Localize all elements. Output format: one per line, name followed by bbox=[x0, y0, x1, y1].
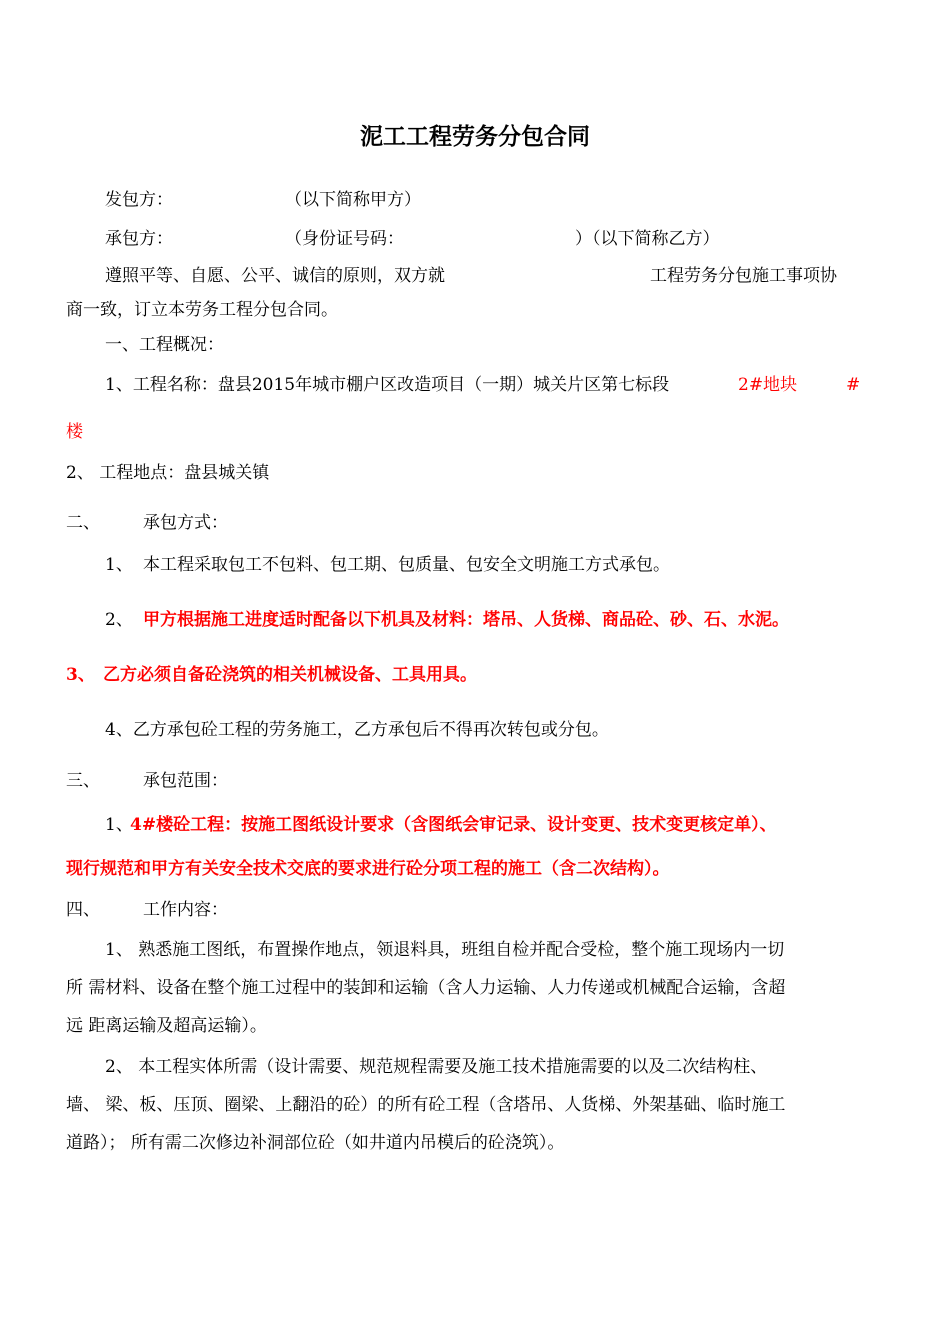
s1-item1-building: 楼 bbox=[66, 422, 83, 442]
intro-line2: 商一致，订立本劳务工程分包合同。 bbox=[66, 300, 338, 320]
section4-number: 四、 bbox=[66, 900, 100, 920]
s1-item1-plot: 2#地块 bbox=[738, 375, 798, 395]
s4-item2-line1: 2、 本工程实体所需（设计需要、规范规程需要及施工技术措施需要的以及二次结构柱、 bbox=[105, 1057, 768, 1077]
section2-heading: 承包方式： bbox=[143, 513, 228, 533]
s2-item3: 乙方必须自备砼浇筑的相关机械设备、工具用具。 bbox=[103, 665, 477, 685]
s4-item2-line2: 墙、 梁、板、压顶、圈梁、上翻沿的砼）的所有砼工程（含塔吊、人货梯、外架基础、临时施工 bbox=[66, 1095, 786, 1115]
s4-item1-line1: 1、 熟悉施工图纸，布置操作地点，领退料具，班组自检并配合受检，整个施工现场内一切 bbox=[105, 940, 785, 960]
intro-line1-a: 遵照平等、自愿、公平、诚信的原则，双方就 bbox=[105, 266, 445, 286]
document-title: 泥工工程劳务分包合同 bbox=[360, 123, 590, 150]
party-b-id-note: （身份证号码： bbox=[285, 229, 404, 249]
s3-item1-number: 1、 bbox=[105, 815, 133, 835]
s4-item1-line3: 远 距离运输及超高运输）。 bbox=[66, 1016, 267, 1036]
s1-item1-text: 1、工程名称：盘县2015年城市棚户区改造项目（一期）城关片区第七标段 bbox=[105, 375, 670, 395]
section1-heading: 一、工程概况： bbox=[105, 335, 224, 355]
section4-heading: 工作内容： bbox=[143, 900, 228, 920]
s2-item1: 本工程采取包工不包料、包工期、包质量、包安全文明施工方式承包。 bbox=[143, 555, 670, 575]
intro-line1-b: 工程劳务分包施工事项协 bbox=[650, 266, 837, 286]
section3-heading: 承包范围： bbox=[143, 771, 228, 791]
section3-number: 三、 bbox=[66, 771, 100, 791]
s2-item3-number: 3、 bbox=[66, 665, 95, 685]
s3-item1-line1: 4#楼砼工程：按施工图纸设计要求（含图纸会审记录、设计变更、技术变更核定单）、 bbox=[130, 815, 777, 835]
party-a-note: （以下简称甲方） bbox=[285, 190, 421, 210]
s1-item2: 2、 工程地点：盘县城关镇 bbox=[66, 463, 270, 483]
s1-item1-hash: # bbox=[846, 375, 861, 395]
s4-item1-line2: 所 需材料、设备在整个施工过程中的装卸和运输（含人力运输、人力传递或机械配合运输，含超 bbox=[66, 978, 786, 998]
party-b-label: 承包方： bbox=[105, 229, 173, 249]
s4-item2-line3: 道路）； 所有需二次修边补洞部位砼（如井道内吊模后的砼浇筑）。 bbox=[66, 1133, 565, 1153]
party-b-close: ）（以下简称乙方） bbox=[575, 229, 720, 249]
s3-item1-line2: 现行规范和甲方有关安全技术交底的要求进行砼分项工程的施工（含二次结构）。 bbox=[66, 859, 670, 879]
s2-item2-number: 2、 bbox=[105, 610, 133, 630]
party-a-label: 发包方： bbox=[105, 190, 173, 210]
s2-item1-number: 1、 bbox=[105, 555, 133, 575]
s2-item4: 4、乙方承包砼工程的劳务施工，乙方承包后不得再次转包或分包。 bbox=[105, 720, 609, 740]
section2-number: 二、 bbox=[66, 513, 100, 533]
s2-item2: 甲方根据施工进度适时配备以下机具及材料：塔吊、人货梯、商品砼、砂、石、水泥。 bbox=[143, 610, 789, 630]
